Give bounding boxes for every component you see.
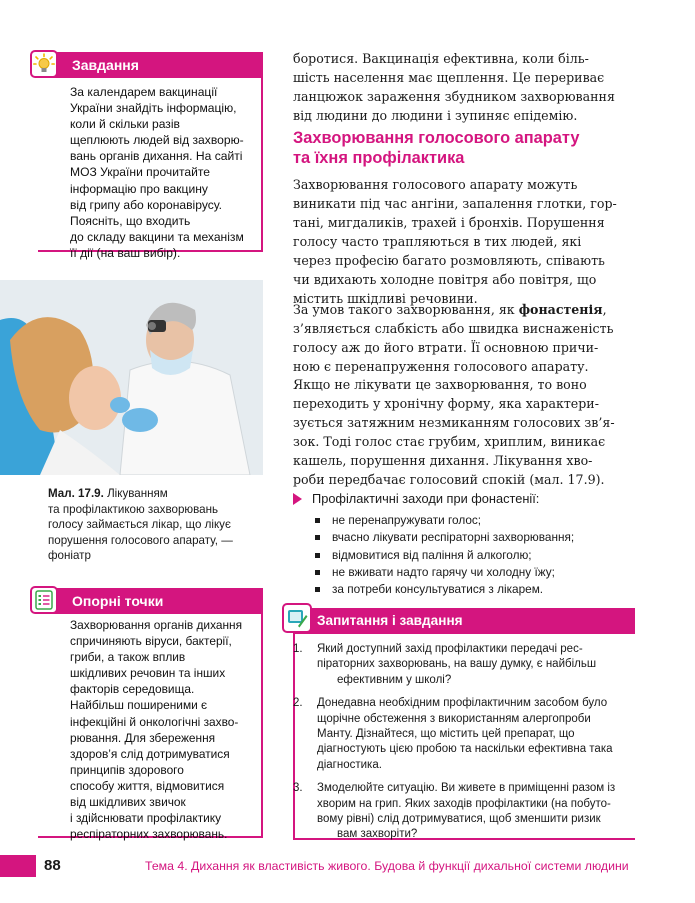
list-item: не вживати надто гарячу чи холодну їжу; [315, 564, 574, 581]
text-line: коли й скільки разів [70, 117, 180, 132]
page-number: 88 [44, 857, 61, 874]
term-phonasthenia: фонастенія [518, 302, 603, 317]
list-item: вчасно лікувати респіраторні захворювання; [315, 529, 574, 546]
text-line: переходить у хронічну форму, яка характери- [293, 396, 599, 411]
doctor-photo [0, 280, 263, 475]
task-box-title: Завдання [38, 52, 263, 78]
title-line: Захворювання голосового апарату [293, 129, 580, 147]
title-line: та їхня профілактика [293, 149, 465, 167]
text-line: щеплюють людей від захворю- [70, 133, 244, 148]
text-line: чи вдихають холодне повітря або повітря, що [293, 272, 597, 287]
text-line: принципів здорового [70, 762, 184, 777]
text-line: з’являється слабкість або швидка виснаженість [293, 321, 614, 336]
caption-line [48, 486, 263, 502]
text-line: зок. Тоді голос стає грубим, хриплим, виникає [293, 434, 606, 449]
footer-topic: Тема 4. Дихання як властивість живого. Будова й функції дихальної системи людини [145, 859, 629, 873]
text-line: кашель, порушення дихання. Лікування хво- [293, 453, 593, 468]
text-line: щорічне обстеження з використанням алергопроби [317, 712, 591, 725]
intro-paragraph [293, 49, 635, 125]
text-line: голосу аж до його втрати. Її основною причи- [293, 340, 599, 355]
text-line: від шкідливих звичок [70, 795, 186, 810]
section-title [293, 128, 635, 168]
figure-label: Мал. 17.9. [48, 487, 104, 500]
text-line: тані, мигдаликів, трахей і бронхів. Порушення [293, 215, 605, 230]
questions-title: Запитання і завдання [293, 608, 635, 634]
text-line: від людини до людини і зупиняє епідемію. [293, 108, 578, 123]
text-run: , [602, 302, 607, 317]
text-line: Донедавна необхідним профілактичним засобом було [317, 697, 608, 710]
text-line: її дії (на ваш вибір). [70, 245, 181, 260]
text-line: зується затяжним незмиканням голосових зв’я- [293, 415, 615, 430]
text-line: діагностують цією пробою та наскільки ефективна така [317, 743, 613, 756]
text-line: Найбільш поширеними є [70, 698, 208, 713]
text-line: Поясніть, що входить [70, 213, 191, 228]
question-number: 1. [293, 643, 303, 655]
text-line: шість населення має щеплення. Це перериває [293, 70, 605, 85]
text-line: Захворювання органів дихання [70, 618, 243, 632]
question-number: 2. [293, 697, 303, 710]
measures-heading [293, 491, 539, 506]
text-line: і здійснювати профілактику [70, 811, 222, 826]
triangle-bullet-icon [293, 493, 302, 505]
text-line: інформацію про вакцину [70, 181, 208, 196]
text-line: Змоделюйте ситуацію. Ви живете в приміщенні разом із [317, 782, 616, 795]
text-line: вань органів дихання. На сайті [70, 149, 243, 164]
text-line: містить шкідливі речовини. [293, 291, 478, 306]
text-line: України знайдіть інформацію, [70, 101, 237, 116]
caption-line: голосу займається лікар, що лікує [48, 518, 231, 531]
question-item [293, 642, 635, 688]
text-line: ефективним у школі? [337, 673, 452, 686]
question-item [293, 781, 635, 843]
caption-line: фоніатр [48, 549, 91, 562]
text-line: факторів середовища. [70, 682, 195, 697]
text-run: За умов такого захворювання, як [293, 302, 519, 317]
text-line: здоров’я слід дотримуватися [70, 746, 230, 761]
text-line: МОЗ України прочитайте [70, 165, 210, 180]
list-item: за потреби консультуватися з лікарем. [315, 581, 574, 598]
text-line: шкідливих речовин та інших [70, 666, 226, 681]
text-line: через професію багато розмовляють, співають [293, 253, 605, 268]
caption-text: Лікуванням [103, 487, 168, 500]
questions-list [293, 642, 635, 851]
key-points-text [70, 617, 260, 842]
checklist-icon [30, 586, 58, 614]
lightbulb-icon [30, 50, 58, 78]
paragraph-1 [293, 175, 635, 308]
list-item: відмовитися від паління й алкоголю; [315, 547, 574, 564]
text-line: Манту. Дізнайтеся, що містить цей препарат, що [317, 728, 575, 741]
caption-line: порушення голосового апарату, — [48, 533, 233, 547]
text-line: способу життя, відмовитися [70, 778, 225, 793]
figure-caption [48, 486, 263, 564]
task-box-text [70, 84, 258, 261]
text-line: За календарем вакцинації [70, 85, 218, 99]
text-line: голосу часто трапляються в тих людей, які [293, 234, 582, 249]
text-line: вам захворіти? [337, 828, 418, 841]
tablet-pen-icon [282, 603, 312, 633]
text-line: гриби, а також вплив [70, 650, 186, 665]
text-line: інфекційні й онкологічні захво- [70, 714, 239, 729]
text-line: спричиняють віруси, бактерії, [70, 634, 232, 649]
question-number: 3. [293, 782, 303, 795]
page-marker [0, 855, 36, 877]
text-line: ланцюжок зараження збудником захворювання [293, 89, 615, 104]
text-line: вому рівні) слід дотримуватися, щоб зменшити ризик [317, 813, 601, 826]
paragraph-2 [293, 300, 635, 376]
text-line: ною є перенапруження голосового апарату. [293, 359, 589, 374]
text-line: виникати під час ангіни, запалення глотки, гор- [293, 196, 617, 211]
caption-line: та профілактикою захворювань [48, 502, 219, 516]
text-line: респіраторних захворювань. [70, 827, 228, 842]
text-line: Якщо не лікувати це захворювання, то воно [293, 377, 587, 392]
text-line: діагностика. [317, 758, 382, 771]
text-line: боротися. Вакцинація ефективна, коли біль- [293, 51, 589, 66]
measures-title: Профілактичні заходи при фонастенії: [312, 491, 540, 506]
measures-list [315, 512, 574, 598]
text-line: від грипу або коронавірусу. [70, 197, 222, 212]
text-line: піраторних захворювань, на вашу думку, є найбільш [317, 658, 597, 671]
text-line [293, 300, 635, 319]
text-line: роби передбачає голосовий спокій (мал. 17.9). [293, 472, 605, 487]
question-item [293, 696, 635, 773]
text-line: Захворювання голосового апарату можуть [293, 177, 578, 192]
text-line: Який доступний захід профілактики передачі рес- [317, 643, 583, 655]
paragraph-3 [293, 375, 635, 489]
text-line: рювання. Для збереження [70, 730, 216, 745]
list-item: не перенапружувати голос; [315, 512, 574, 529]
text-line: хворим на грип. Яких заходів профілактики (на побуто- [317, 797, 611, 810]
text-line: до складу вакцини та механізм [70, 229, 244, 244]
key-points-title: Опорні точки [38, 588, 263, 614]
